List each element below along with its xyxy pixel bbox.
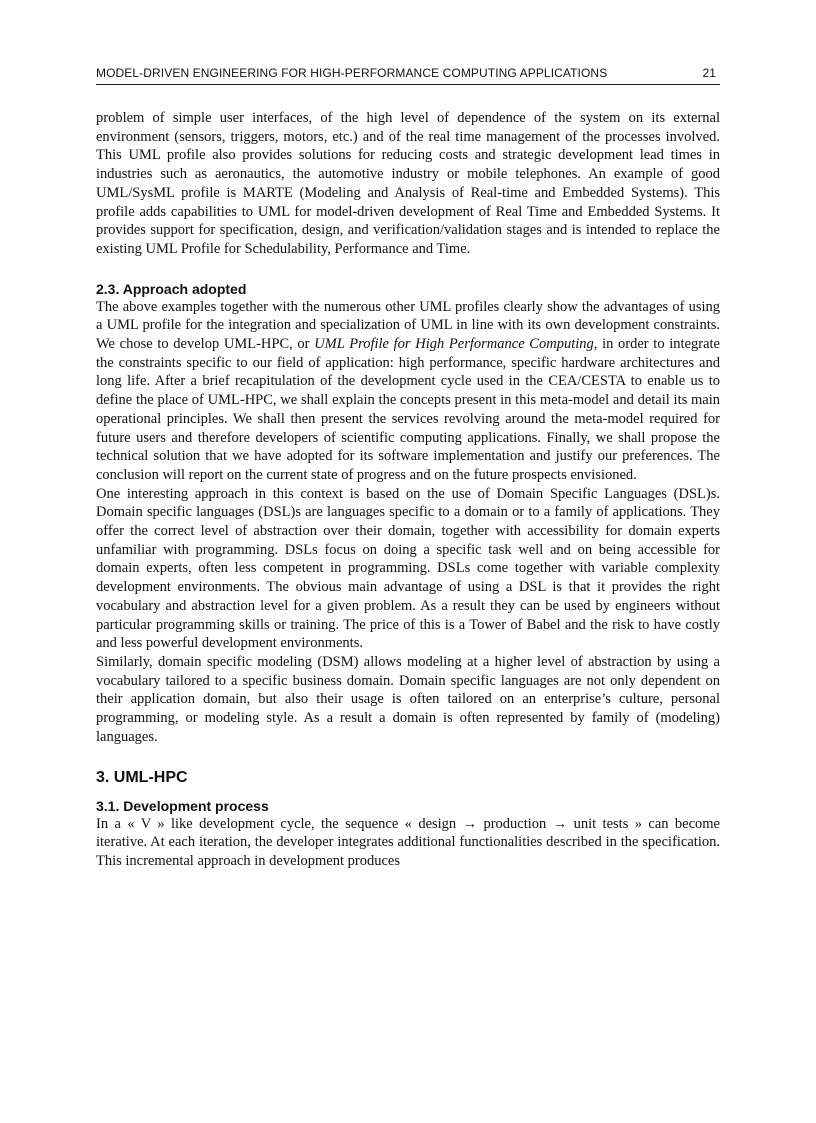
section-3-1-heading: 3.1. Development process: [96, 797, 269, 814]
section-2-3-heading: 2.3. Approach adopted: [96, 280, 247, 297]
intro-paragraph: problem of simple user interfaces, of the high level of dependence of the system on its external environment (sensors, triggers, motors, etc.) and of the real time management of the processes involved. This UML profile also provides solutions for reducing costs and strategic development lead times in industries such as aeronautics, the automotive industry or mobile telephones. An example of good UML/SysML profile is MARTE (Modeling and Analysis of Real-time and Embedded Systems). This profile adds capabilities to UML for model-driven development of Real Time and Embedded Systems. It provides support for specification, design, and verification/validation stages and is intended to replace the existing UML Profile for Schedulability, Performance and Time.: [96, 110, 720, 257]
section-3-heading: 3. UML-HPC: [96, 768, 188, 786]
paragraph-text: , in order to integrate the constraints specific to our field of application: high performance, specific hardware architectures and long life. After a brief recapitulation of the development cycle used in the CEA/CESTA to enable us to define the place of UML-HPC, we shall explain the concepts present in this meta-model and detail its main operational principles. We shall then present the services revolving around the meta-model required for future users and therefore developers of scientific computing applications. Finally, we shall propose the technical solution that we have adopted for its software implementation and justify our preferences. The conclusion will report on the current state of progress and on the future prospects envisioned.: [96, 336, 720, 483]
profile-name-italic: UML Profile for High Performance Computing: [314, 336, 594, 353]
paragraph-text: The above examples together with the numerous other UML profiles clearly show the advantages of using a UML profile for the integration and specialization of UML in line with its own development constraints. We chose to develop UML-HPC, or: [96, 298, 720, 353]
running-title: MODEL-DRIVEN ENGINEERING FOR HIGH-PERFORMANCE COMPUTING APPLICATIONS: [96, 66, 608, 80]
section-2-3-paragraph-1: [96, 298, 720, 485]
section-3-1-paragraph: In a « V » like development cycle, the sequence « design → production → unit tests » can become iterative. At each iteration, the developer integrates additional functionalities described in the specification. This incremental approach in development produces: [96, 815, 720, 869]
section-2-3-paragraph-2: One interesting approach in this context is based on the use of Domain Specific Languages (DSL)s. Domain specific languages (DSL)s are languages specific to a domain or to a family of applications. They offer the correct level of abstraction over their domain, together with accessibility for domain experts unfamiliar with programming. DSLs focus on doing a specific task well and on being accessible for domain experts, often less competent in programming. DSLs come together with variable complexity development environments. The obvious main advantage of using a DSL is that it provides the right vocabulary and abstraction level for a given problem. As a result they can be used by engineers without particular programming skills or training. The price of this is a Tower of Babel and the risk to have costly and less powerful development environments.: [96, 485, 720, 652]
page: [96, 66, 720, 871]
page-number: 21: [702, 66, 716, 80]
running-header: [96, 66, 720, 85]
section-2-3-paragraph-3: Similarly, domain specific modeling (DSM) allows modeling at a higher level of abstraction by using a vocabulary tailored to a specific business domain. Domain specific languages are not only dependent on their application domain, but also their usage is often tailored on an enterprise’s culture, personal programming, or modeling style. As a result a domain is often represented by family of (modeling) languages.: [96, 653, 720, 745]
